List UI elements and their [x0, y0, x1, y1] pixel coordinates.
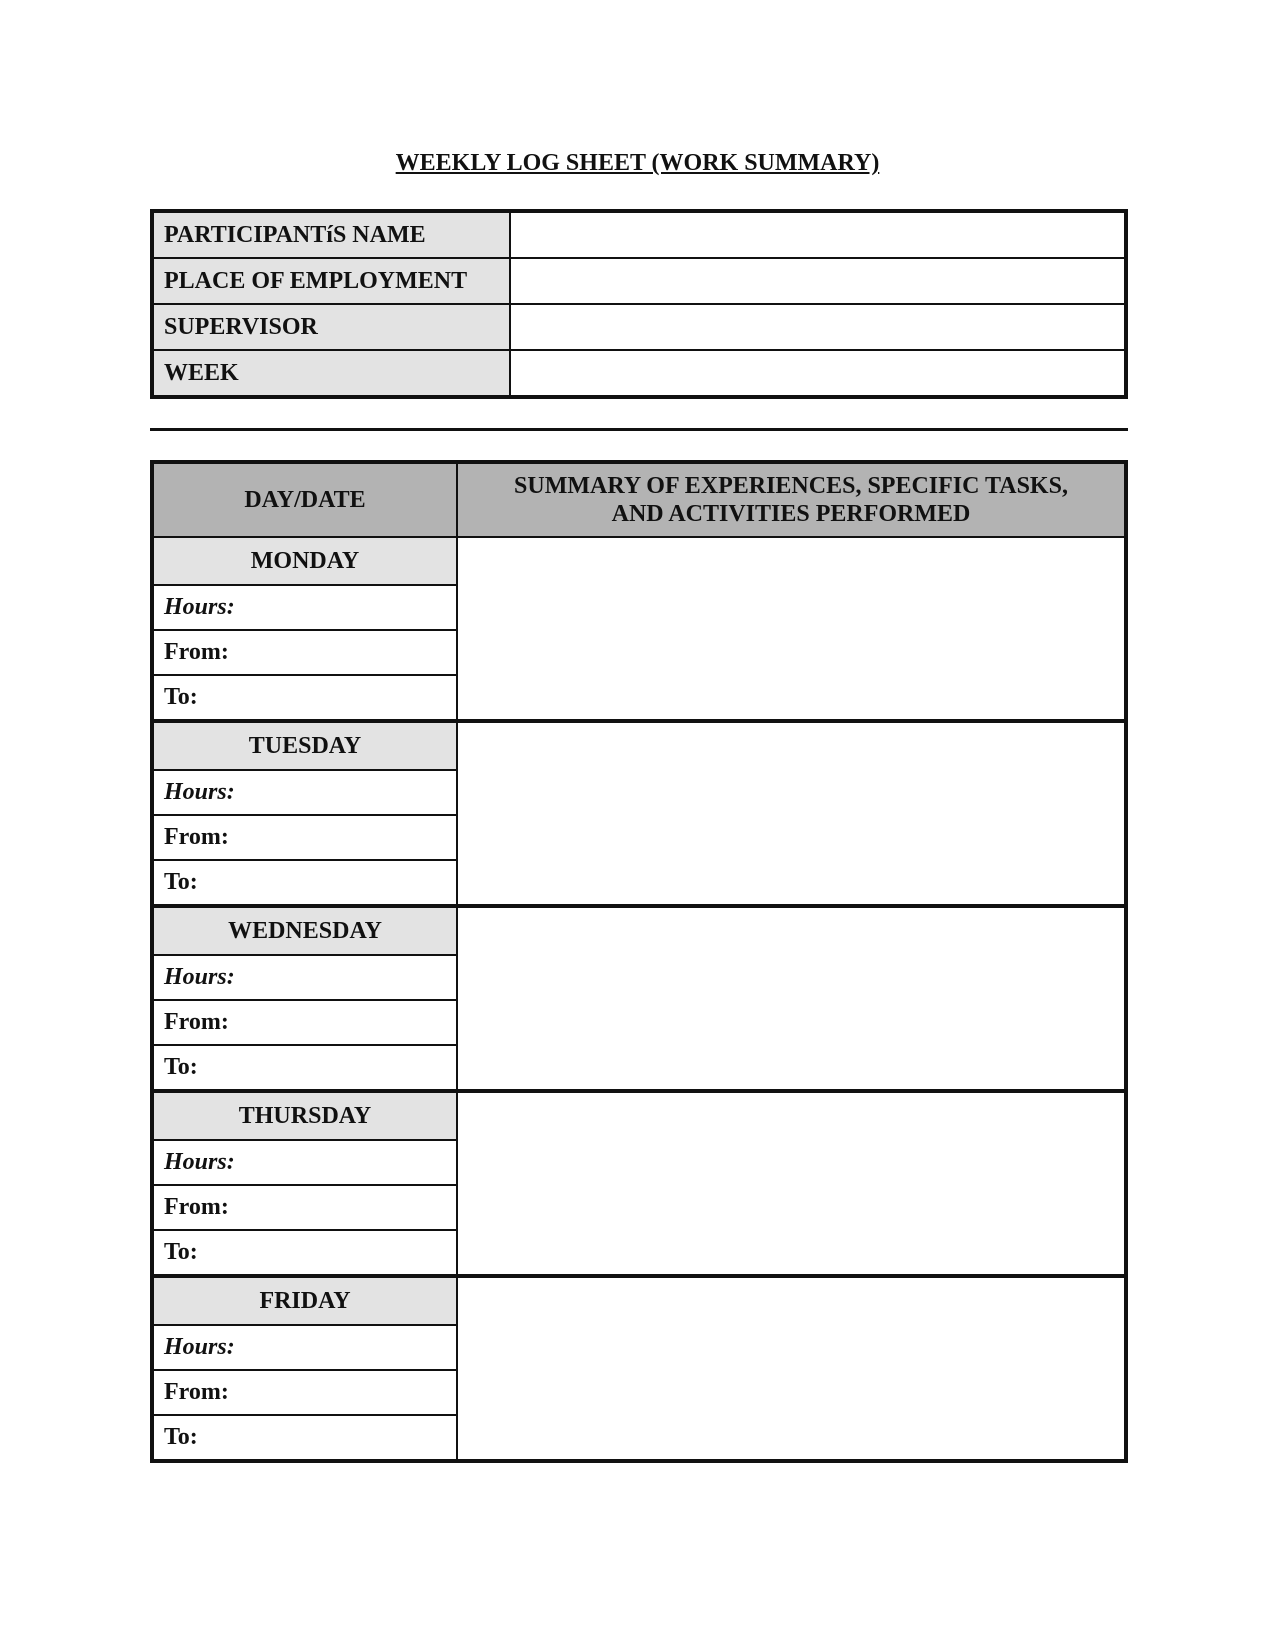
page-title: WEEKLY LOG SHEET (WORK SUMMARY) [395, 150, 880, 176]
day-label-monday: MONDAY [152, 537, 457, 585]
to-field-wednesday[interactable]: To: [152, 1045, 457, 1091]
hours-field-monday[interactable]: Hours: [152, 585, 457, 630]
from-field-friday[interactable]: From: [152, 1370, 457, 1415]
day-label-tuesday: TUESDAY [152, 721, 457, 770]
day-label-thursday: THURSDAY [152, 1091, 457, 1140]
from-field-wednesday[interactable]: From: [152, 1000, 457, 1045]
daily-log-table [150, 460, 1128, 1463]
to-field-tuesday[interactable]: To: [152, 860, 457, 906]
log-header-row [152, 462, 1126, 537]
week-row [152, 350, 1126, 397]
hours-field-wednesday[interactable]: Hours: [152, 955, 457, 1000]
participant-info-table [150, 209, 1128, 399]
supervisor-label: SUPERVISOR [152, 304, 510, 350]
day-row-monday [152, 537, 1126, 585]
summary-header [457, 462, 1126, 537]
from-field-monday[interactable]: From: [152, 630, 457, 675]
supervisor-row [152, 304, 1126, 350]
employment-row [152, 258, 1126, 304]
day-label-wednesday: WEDNESDAY [152, 906, 457, 955]
participant-name-field[interactable] [510, 211, 1126, 258]
summary-header-line2: AND ACTIVITIES PERFORMED [611, 501, 971, 527]
summary-field-wednesday[interactable] [457, 906, 1126, 1091]
day-date-header: DAY/DATE [152, 462, 457, 537]
hours-field-friday[interactable]: Hours: [152, 1325, 457, 1370]
day-row-friday [152, 1276, 1126, 1325]
to-field-friday[interactable]: To: [152, 1415, 457, 1461]
participant-row [152, 211, 1126, 258]
log-body [152, 537, 1126, 1461]
summary-field-tuesday[interactable] [457, 721, 1126, 906]
day-row-tuesday [152, 721, 1126, 770]
day-row-thursday [152, 1091, 1126, 1140]
week-label: WEEK [152, 350, 510, 397]
hours-field-thursday[interactable]: Hours: [152, 1140, 457, 1185]
from-field-thursday[interactable]: From: [152, 1185, 457, 1230]
to-field-thursday[interactable]: To: [152, 1230, 457, 1276]
supervisor-field[interactable] [510, 304, 1126, 350]
day-row-wednesday [152, 906, 1126, 955]
summary-header-line1: SUMMARY OF EXPERIENCES, SPECIFIC TASKS, [514, 473, 1068, 499]
from-field-tuesday[interactable]: From: [152, 815, 457, 860]
place-of-employment-field[interactable] [510, 258, 1126, 304]
place-of-employment-label: PLACE OF EMPLOYMENT [152, 258, 510, 304]
participant-name-label: PARTICIPANTíS NAME [152, 211, 510, 258]
summary-field-monday[interactable] [457, 537, 1126, 721]
week-field[interactable] [510, 350, 1126, 397]
section-divider [150, 428, 1128, 431]
to-field-monday[interactable]: To: [152, 675, 457, 721]
summary-field-thursday[interactable] [457, 1091, 1126, 1276]
day-label-friday: FRIDAY [152, 1276, 457, 1325]
hours-field-tuesday[interactable]: Hours: [152, 770, 457, 815]
summary-field-friday[interactable] [457, 1276, 1126, 1461]
